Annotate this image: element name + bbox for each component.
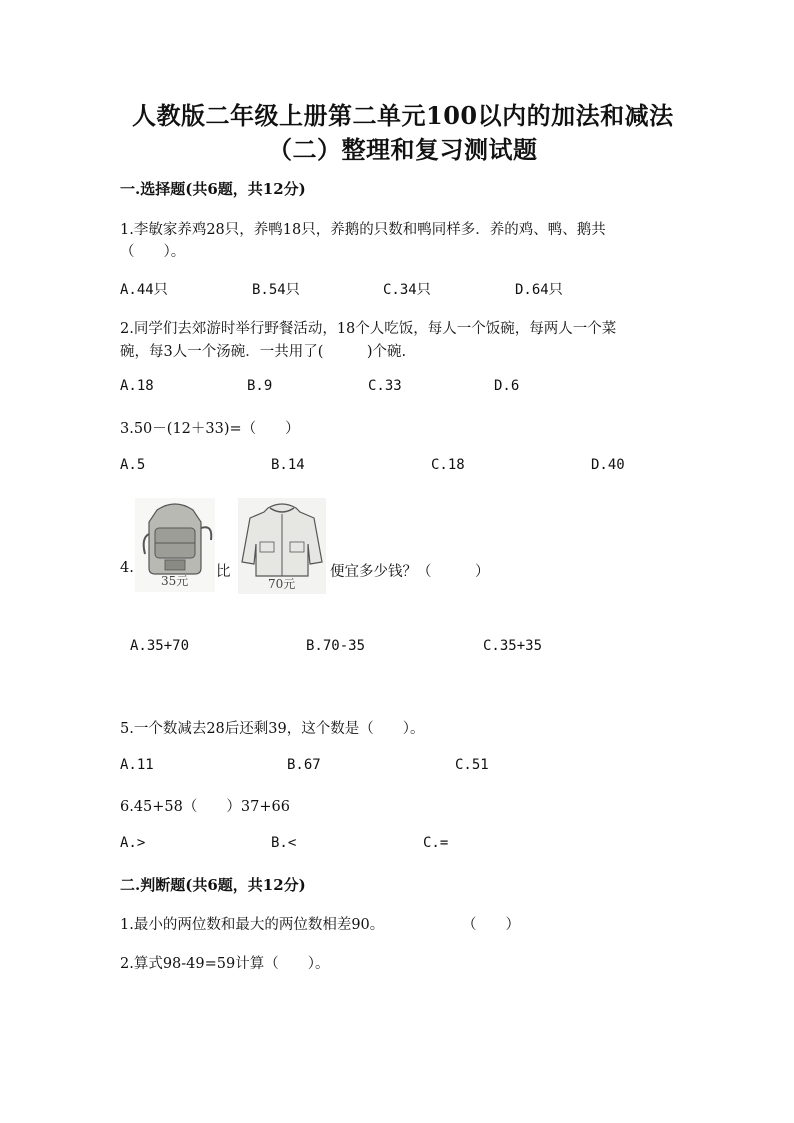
- judge-question-1: 1.最小的两位数和最大的两位数相差90。: [120, 917, 385, 933]
- q6-option-b[interactable]: B.<: [271, 835, 297, 851]
- q5-option-a[interactable]: A.11: [120, 757, 154, 773]
- section-header-judge: 二.判断题(共6题，共12分): [120, 876, 306, 894]
- page-title-line1: 人教版二年级上册第二单元100以内的加法和减法: [132, 101, 674, 130]
- section-header-choice: 一.选择题(共6题，共12分): [120, 180, 306, 198]
- q3-option-c[interactable]: C.18: [431, 457, 465, 473]
- q3-option-a[interactable]: A.5: [120, 457, 146, 473]
- q1-option-c[interactable]: C.34只: [383, 282, 431, 298]
- question-4-word-bi: 比: [216, 564, 231, 580]
- q4-option-a[interactable]: A.35+70: [130, 638, 190, 654]
- bag-price: 35元: [161, 574, 189, 588]
- q3-option-d[interactable]: D.40: [591, 457, 625, 473]
- jacket-picture: [238, 498, 326, 594]
- q2-option-a[interactable]: A.18: [120, 378, 154, 394]
- judge-question-1-paren: （ ）: [462, 917, 520, 933]
- q3-option-b[interactable]: B.14: [271, 457, 305, 473]
- q6-option-c[interactable]: C.=: [423, 835, 449, 851]
- backpack-picture: [135, 498, 215, 592]
- question-6: 6.45+58（ ）37+66: [120, 799, 290, 815]
- question-1-line1: 1.李敏家养鸡28只，养鸭18只，养鹅的只数和鸭同样多．养的鸡、鸭、鹅共: [120, 222, 606, 238]
- question-4-number: 4.: [120, 560, 134, 576]
- question-3: 3.50－(12＋33)=（ ）: [120, 421, 300, 437]
- q2-option-c[interactable]: C.33: [368, 378, 402, 394]
- q1-option-a[interactable]: A.44只: [120, 282, 168, 298]
- q4-option-c[interactable]: C.35+35: [483, 638, 543, 654]
- q1-option-d[interactable]: D.64只: [515, 282, 563, 298]
- question-1-line2: （ ）。: [120, 244, 186, 260]
- question-2-line2: 碗，每3人一个汤碗．一共用了( )个碗.: [120, 344, 407, 360]
- q5-option-c[interactable]: C.51: [455, 757, 489, 773]
- judge-question-2: 2.算式98-49=59计算（ ）。: [120, 956, 330, 972]
- coat-price: 70元: [268, 577, 296, 591]
- q5-option-b[interactable]: B.67: [287, 757, 321, 773]
- q4-option-b[interactable]: B.70-35: [306, 638, 366, 654]
- q1-option-b[interactable]: B.54只: [252, 282, 300, 298]
- question-5: 5.一个数减去28后还剩39，这个数是（ ）。: [120, 721, 425, 737]
- q2-option-b[interactable]: B.9: [247, 378, 273, 394]
- q6-option-a[interactable]: A.>: [120, 835, 146, 851]
- question-2-line1: 2.同学们去郊游时举行野餐活动，18个人吃饭，每人一个饭碗，每两人一个菜: [120, 321, 617, 337]
- q2-option-d[interactable]: D.6: [494, 378, 520, 394]
- question-4-tail: 便宜多少钱？（ ）: [330, 564, 490, 580]
- page-title-line2: （二）整理和复习测试题: [268, 135, 538, 164]
